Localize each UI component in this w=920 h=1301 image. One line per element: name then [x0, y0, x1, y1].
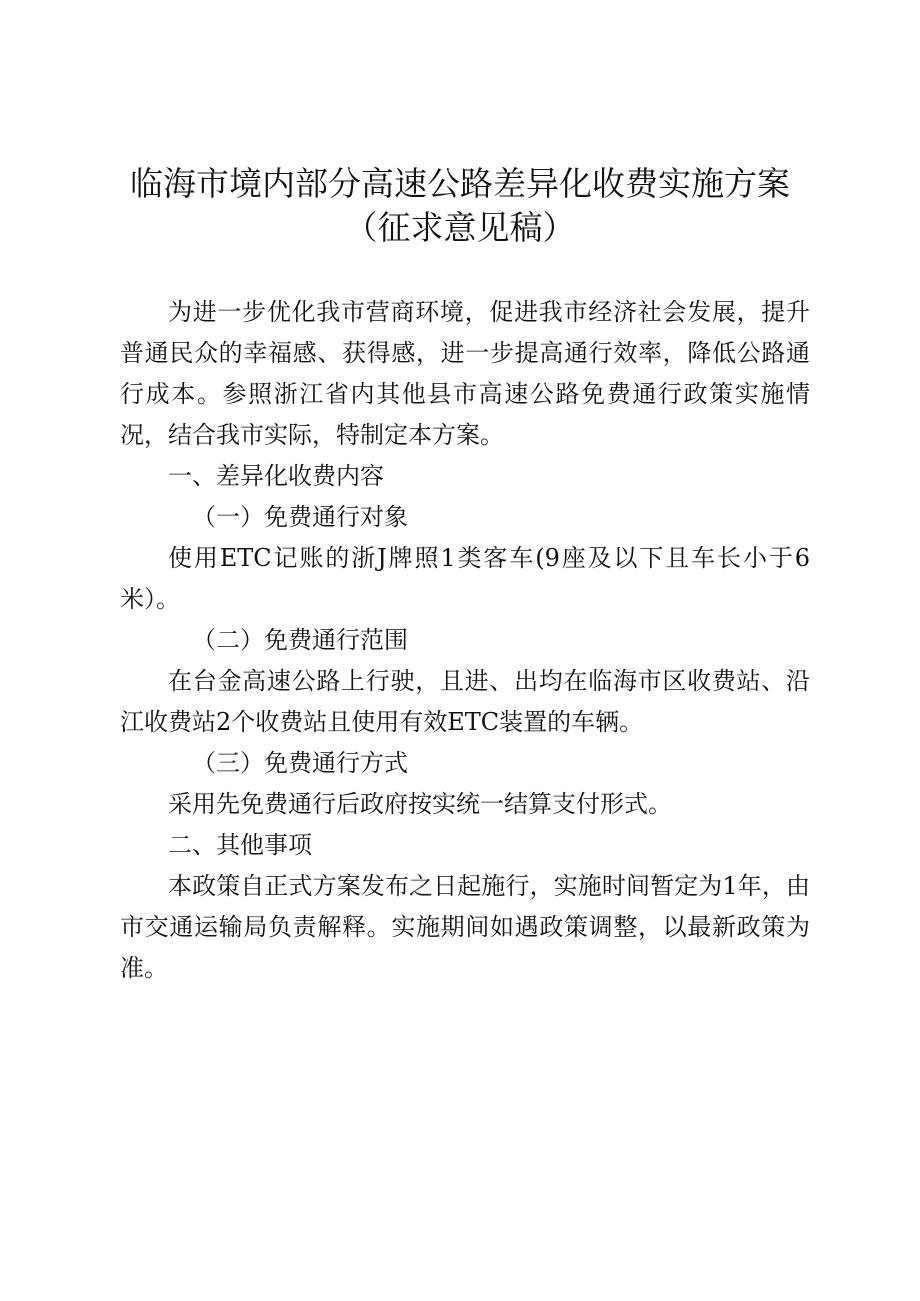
- other-matters-paragraph: 本政策自正式方案发布之日起施行，实施时间暂定为1年，由市交通运输局负责解释。实施期间如遇政策调整，以最新政策为准。: [120, 872, 810, 982]
- document-body: [120, 292, 810, 989]
- section-heading-differential-toll: 一、差异化收费内容: [168, 462, 384, 490]
- document-subtitle: （征求意见稿）: [344, 208, 576, 247]
- document-title: 临海市境内部分高速公路差异化收费实施方案: [130, 164, 790, 203]
- free-scope-paragraph: 在台金高速公路上行驶，且进、出均在临海市区收费站、沿江收费站2个收费站且使用有效ETC装置的车辆。: [120, 667, 810, 736]
- free-objects-paragraph: 使用ETC记账的浙J牌照1类客车(9座及以下且车长小于6米）。: [120, 544, 810, 613]
- intro-paragraph: 为进一步优化我市营商环境，促进我市经济社会发展，提升普通民众的幸福感、获得感，进一步提高通行效率，降低公路通行成本。参照浙江省内其他县市高速公路免费通行政策实施情况，结合我市实际，特制定本方案。: [120, 298, 810, 449]
- title-block: [0, 162, 920, 250]
- subsection-heading-free-objects: （一）免费通行对象: [192, 503, 408, 531]
- section-heading-other-matters: 二、其他事项: [168, 831, 312, 859]
- subsection-heading-free-method: （三）免费通行方式: [192, 749, 408, 777]
- free-method-paragraph: 采用先免费通行后政府按实统一结算支付形式。: [168, 790, 672, 818]
- subsection-heading-free-scope: （二）免费通行范围: [192, 626, 408, 654]
